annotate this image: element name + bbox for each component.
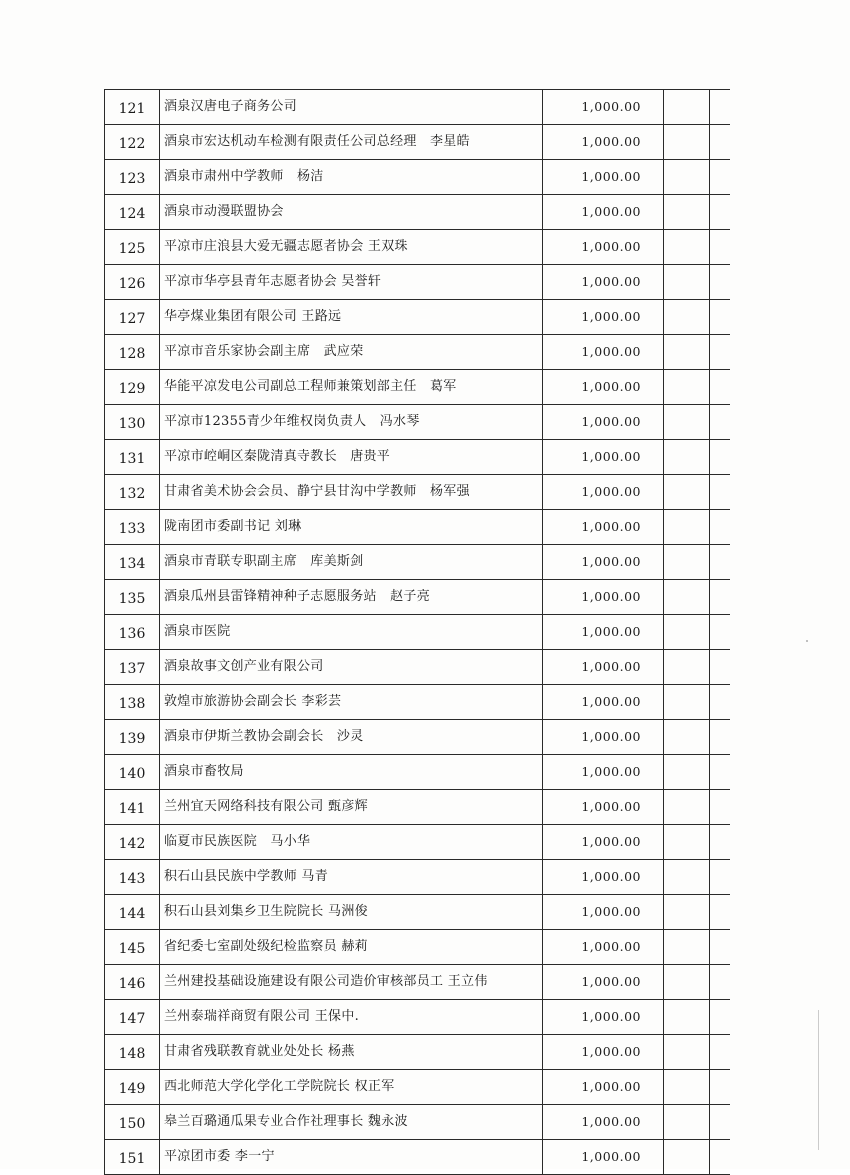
- empty-cell: [710, 650, 731, 685]
- empty-cell: [664, 1105, 710, 1140]
- donation-amount: 1,000.00: [543, 90, 664, 125]
- donation-amount: 1,000.00: [543, 1105, 664, 1140]
- donation-amount: 1,000.00: [543, 440, 664, 475]
- row-number: 129: [105, 370, 160, 405]
- donation-amount: 1,000.00: [543, 160, 664, 195]
- table-row: [105, 300, 731, 335]
- row-number: 125: [105, 230, 160, 265]
- table-row: [105, 195, 731, 230]
- donation-amount: 1,000.00: [543, 370, 664, 405]
- empty-cell: [710, 265, 731, 300]
- donor-name: 平凉市12355青少年维权岗负责人 冯水琴: [160, 405, 543, 440]
- row-number: 134: [105, 545, 160, 580]
- empty-cell: [664, 1035, 710, 1070]
- donation-amount: 1,000.00: [543, 755, 664, 790]
- row-number: 126: [105, 265, 160, 300]
- donation-amount: 1,000.00: [543, 580, 664, 615]
- table-row: [105, 965, 731, 1000]
- table-row: [105, 825, 731, 860]
- empty-cell: [710, 510, 731, 545]
- donor-name: 酒泉市伊斯兰教协会副会长 沙灵: [160, 720, 543, 755]
- empty-cell: [710, 860, 731, 895]
- donor-name: 积石山县民族中学教师 马青: [160, 860, 543, 895]
- row-number: 122: [105, 125, 160, 160]
- empty-cell: [710, 440, 731, 475]
- donation-amount: 1,000.00: [543, 405, 664, 440]
- row-number: 127: [105, 300, 160, 335]
- donor-name: 敦煌市旅游协会副会长 李彩芸: [160, 685, 543, 720]
- empty-cell: [664, 790, 710, 825]
- empty-cell: [710, 160, 731, 195]
- table-row: [105, 580, 731, 615]
- row-number: 138: [105, 685, 160, 720]
- donor-name: 陇南团市委副书记 刘琳: [160, 510, 543, 545]
- donation-amount: 1,000.00: [543, 1000, 664, 1035]
- table-row: [105, 230, 731, 265]
- empty-cell: [664, 230, 710, 265]
- empty-cell: [664, 90, 710, 125]
- donor-name: 皋兰百璐通瓜果专业合作社理事长 魏永波: [160, 1105, 543, 1140]
- donor-name: 酒泉市青联专职副主席 库美斯剑: [160, 545, 543, 580]
- donation-amount: 1,000.00: [543, 720, 664, 755]
- table-row: [105, 685, 731, 720]
- table-row: [105, 160, 731, 195]
- donation-amount: 1,000.00: [543, 1140, 664, 1175]
- empty-cell: [710, 895, 731, 930]
- donation-amount: 1,000.00: [543, 195, 664, 230]
- donor-name: 华亭煤业集团有限公司 王路远: [160, 300, 543, 335]
- empty-cell: [664, 1070, 710, 1105]
- row-number: 141: [105, 790, 160, 825]
- empty-cell: [664, 965, 710, 1000]
- row-number: 146: [105, 965, 160, 1000]
- row-number: 121: [105, 90, 160, 125]
- row-number: 139: [105, 720, 160, 755]
- table-row: [105, 475, 731, 510]
- empty-cell: [710, 230, 731, 265]
- row-number: 131: [105, 440, 160, 475]
- scan-artifact-dot: [806, 640, 808, 642]
- empty-cell: [664, 615, 710, 650]
- empty-cell: [664, 195, 710, 230]
- row-number: 143: [105, 860, 160, 895]
- donation-amount: 1,000.00: [543, 965, 664, 1000]
- donor-name: 平凉市华亭县青年志愿者协会 吴誉轩: [160, 265, 543, 300]
- donation-table-body: [105, 90, 731, 1175]
- empty-cell: [710, 1000, 731, 1035]
- empty-cell: [664, 1000, 710, 1035]
- empty-cell: [710, 1140, 731, 1175]
- table-row: [105, 895, 731, 930]
- table-row: [105, 860, 731, 895]
- empty-cell: [710, 300, 731, 335]
- empty-cell: [664, 405, 710, 440]
- donor-name: 省纪委七室副处级纪检监察员 赫莉: [160, 930, 543, 965]
- donation-amount: 1,000.00: [543, 650, 664, 685]
- row-number: 123: [105, 160, 160, 195]
- empty-cell: [664, 755, 710, 790]
- row-number: 147: [105, 1000, 160, 1035]
- donor-name: 甘肃省残联教育就业处处长 杨燕: [160, 1035, 543, 1070]
- empty-cell: [710, 825, 731, 860]
- empty-cell: [710, 195, 731, 230]
- donor-name: 临夏市民族医院 马小华: [160, 825, 543, 860]
- table-row: [105, 1000, 731, 1035]
- row-number: 132: [105, 475, 160, 510]
- empty-cell: [710, 580, 731, 615]
- table-row: [105, 1105, 731, 1140]
- empty-cell: [664, 300, 710, 335]
- table-row: [105, 930, 731, 965]
- donor-name: 甘肃省美术协会会员、静宁县甘沟中学教师 杨军强: [160, 475, 543, 510]
- donation-amount: 1,000.00: [543, 825, 664, 860]
- donation-amount: 1,000.00: [543, 685, 664, 720]
- donor-name: 酒泉故事文创产业有限公司: [160, 650, 543, 685]
- table-row: [105, 755, 731, 790]
- donation-amount: 1,000.00: [543, 790, 664, 825]
- donor-name: 积石山县刘集乡卫生院院长 马洲俊: [160, 895, 543, 930]
- empty-cell: [710, 615, 731, 650]
- donation-amount: 1,000.00: [543, 475, 664, 510]
- donor-name: 西北师范大学化学化工学院院长 权正军: [160, 1070, 543, 1105]
- donation-amount: 1,000.00: [543, 1070, 664, 1105]
- row-number: 145: [105, 930, 160, 965]
- donor-name: 酒泉市畜牧局: [160, 755, 543, 790]
- donation-amount: 1,000.00: [543, 265, 664, 300]
- donor-name: 平凉团市委 李一宁: [160, 1140, 543, 1175]
- donation-amount: 1,000.00: [543, 895, 664, 930]
- table-row: [105, 510, 731, 545]
- empty-cell: [664, 545, 710, 580]
- empty-cell: [664, 125, 710, 160]
- donation-amount: 1,000.00: [543, 860, 664, 895]
- empty-cell: [710, 1035, 731, 1070]
- empty-cell: [664, 930, 710, 965]
- empty-cell: [664, 720, 710, 755]
- donation-amount: 1,000.00: [543, 230, 664, 265]
- donor-name: 平凉市音乐家协会副主席 武应荣: [160, 335, 543, 370]
- table-row: [105, 265, 731, 300]
- donor-name: 兰州宜天网络科技有限公司 甄彦辉: [160, 790, 543, 825]
- table-row: [105, 615, 731, 650]
- empty-cell: [710, 125, 731, 160]
- table-row: [105, 90, 731, 125]
- donor-name: 酒泉市宏达机动车检测有限责任公司总经理 李星皓: [160, 125, 543, 160]
- row-number: 140: [105, 755, 160, 790]
- row-number: 130: [105, 405, 160, 440]
- donor-name: 酒泉市医院: [160, 615, 543, 650]
- empty-cell: [664, 475, 710, 510]
- donor-name: 酒泉瓜州县雷锋精神种子志愿服务站 赵子亮: [160, 580, 543, 615]
- empty-cell: [710, 475, 731, 510]
- empty-cell: [664, 685, 710, 720]
- empty-cell: [710, 1105, 731, 1140]
- scan-artifact-line: [818, 1010, 819, 1150]
- donation-amount: 1,000.00: [543, 125, 664, 160]
- empty-cell: [664, 825, 710, 860]
- donor-name: 平凉市庄浪县大爱无疆志愿者协会 王双珠: [160, 230, 543, 265]
- row-number: 151: [105, 1140, 160, 1175]
- table-row: [105, 1140, 731, 1175]
- donor-name: 酒泉市动漫联盟协会: [160, 195, 543, 230]
- table-row: [105, 335, 731, 370]
- row-number: 148: [105, 1035, 160, 1070]
- empty-cell: [664, 895, 710, 930]
- table-row: [105, 790, 731, 825]
- empty-cell: [710, 965, 731, 1000]
- table-row: [105, 440, 731, 475]
- donor-name: 兰州泰瑞祥商贸有限公司 王保中.: [160, 1000, 543, 1035]
- row-number: 149: [105, 1070, 160, 1105]
- donation-amount: 1,000.00: [543, 545, 664, 580]
- table-row: [105, 405, 731, 440]
- row-number: 136: [105, 615, 160, 650]
- row-number: 142: [105, 825, 160, 860]
- donation-table: [104, 89, 730, 1175]
- empty-cell: [710, 90, 731, 125]
- donation-amount: 1,000.00: [543, 335, 664, 370]
- empty-cell: [664, 440, 710, 475]
- table-row: [105, 370, 731, 405]
- row-number: 128: [105, 335, 160, 370]
- donor-name: 酒泉汉唐电子商务公司: [160, 90, 543, 125]
- donation-amount: 1,000.00: [543, 1035, 664, 1070]
- table-row: [105, 545, 731, 580]
- empty-cell: [664, 580, 710, 615]
- donor-name: 平凉市崆峒区秦陇清真寺教长 唐贵平: [160, 440, 543, 475]
- row-number: 150: [105, 1105, 160, 1140]
- donation-amount: 1,000.00: [543, 300, 664, 335]
- table-row: [105, 720, 731, 755]
- donor-name: 兰州建投基础设施建设有限公司造价审核部员工 王立伟: [160, 965, 543, 1000]
- donation-amount: 1,000.00: [543, 615, 664, 650]
- empty-cell: [710, 405, 731, 440]
- empty-cell: [664, 335, 710, 370]
- empty-cell: [664, 1140, 710, 1175]
- empty-cell: [710, 790, 731, 825]
- table-row: [105, 125, 731, 160]
- empty-cell: [710, 335, 731, 370]
- row-number: 137: [105, 650, 160, 685]
- empty-cell: [710, 755, 731, 790]
- row-number: 124: [105, 195, 160, 230]
- row-number: 135: [105, 580, 160, 615]
- empty-cell: [664, 650, 710, 685]
- empty-cell: [710, 930, 731, 965]
- donor-name: 华能平凉发电公司副总工程师兼策划部主任 葛军: [160, 370, 543, 405]
- empty-cell: [664, 265, 710, 300]
- empty-cell: [664, 510, 710, 545]
- empty-cell: [664, 160, 710, 195]
- donation-amount: 1,000.00: [543, 930, 664, 965]
- row-number: 133: [105, 510, 160, 545]
- table-row: [105, 1035, 731, 1070]
- row-number: 144: [105, 895, 160, 930]
- table-row: [105, 650, 731, 685]
- donor-name: 酒泉市肃州中学教师 杨洁: [160, 160, 543, 195]
- empty-cell: [664, 370, 710, 405]
- table-row: [105, 1070, 731, 1105]
- empty-cell: [710, 720, 731, 755]
- empty-cell: [710, 370, 731, 405]
- empty-cell: [710, 685, 731, 720]
- empty-cell: [710, 545, 731, 580]
- donation-amount: 1,000.00: [543, 510, 664, 545]
- empty-cell: [710, 1070, 731, 1105]
- empty-cell: [664, 860, 710, 895]
